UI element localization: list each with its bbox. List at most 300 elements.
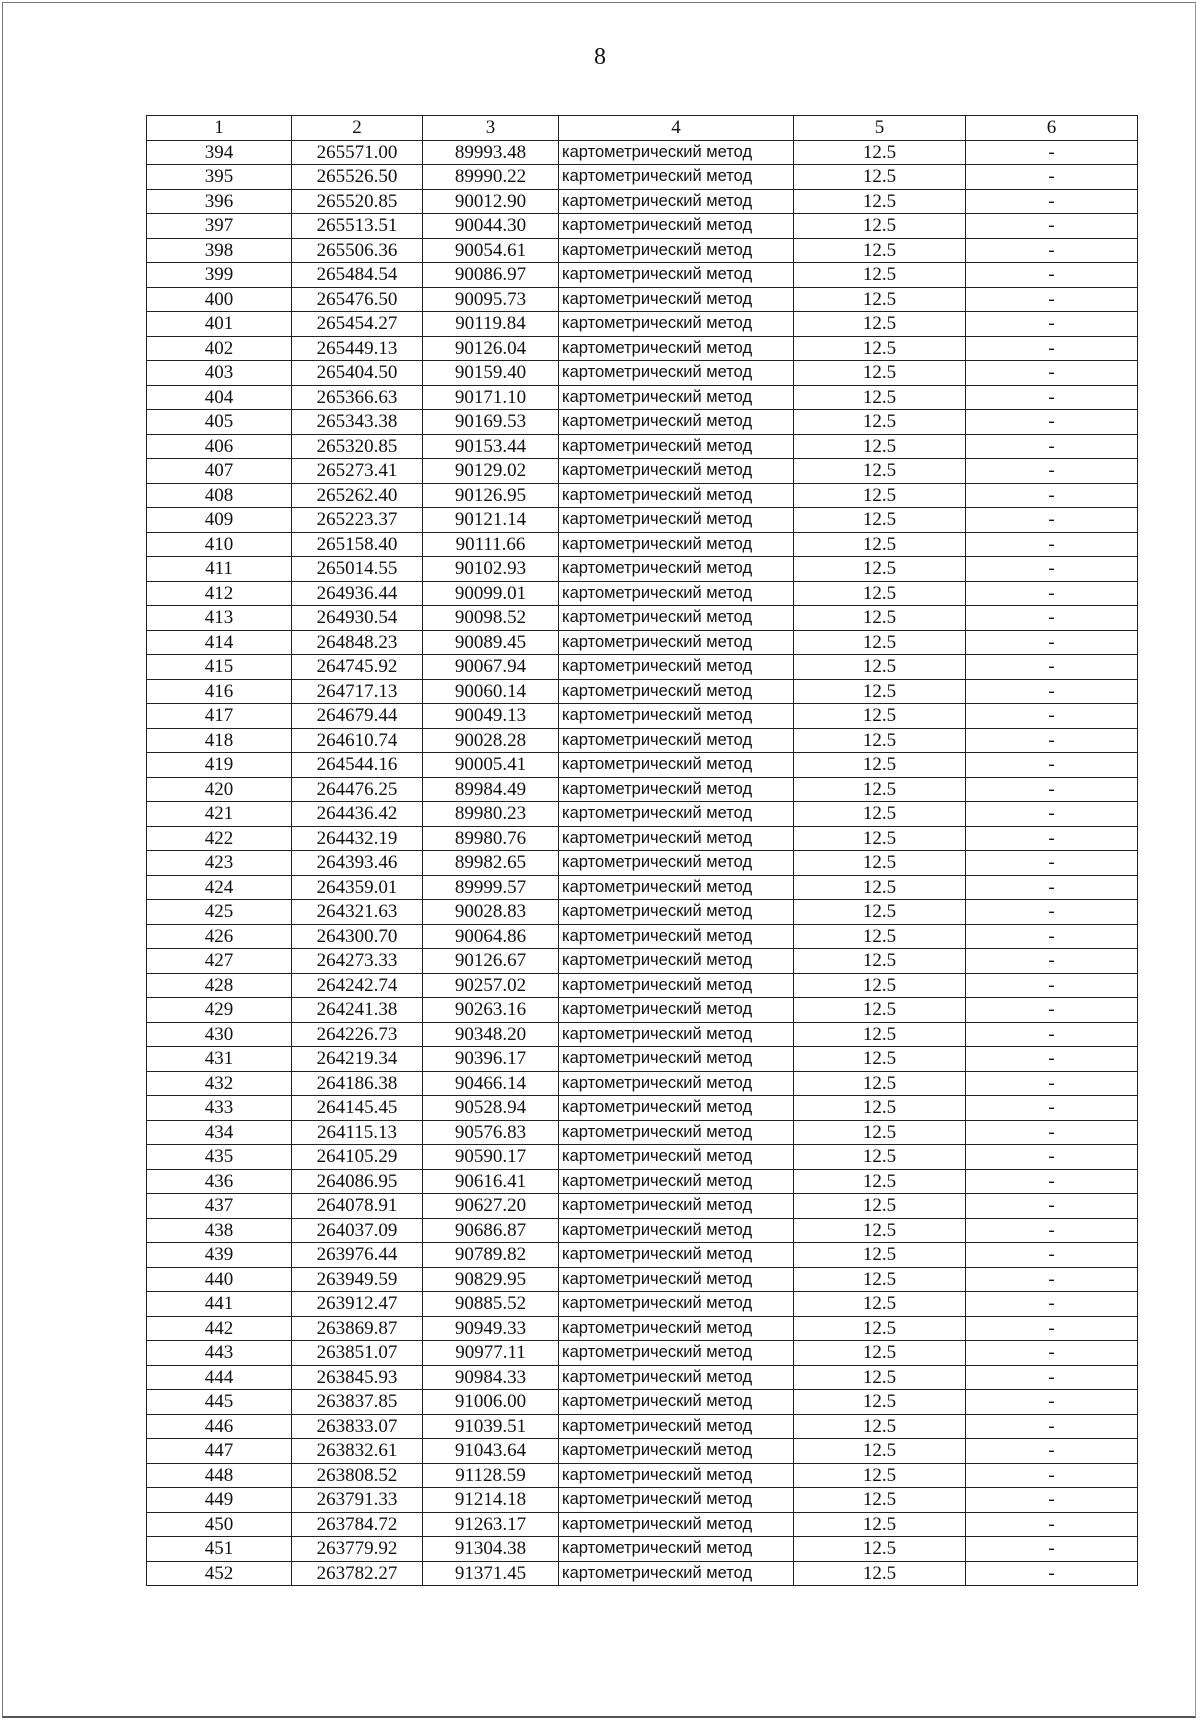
- table-row: [147, 1022, 1138, 1047]
- y-coordinate-cell: 91006.00: [423, 1390, 559, 1415]
- point-number-cell: 410: [147, 532, 292, 557]
- note-cell: -: [966, 1267, 1138, 1292]
- point-number-cell: 447: [147, 1439, 292, 1464]
- x-coordinate-cell: 264242.74: [292, 973, 423, 998]
- table-row: [147, 238, 1138, 263]
- note-cell: -: [966, 1390, 1138, 1415]
- accuracy-cell: 12.5: [794, 165, 966, 190]
- y-coordinate-cell: 90686.87: [423, 1218, 559, 1243]
- note-cell: -: [966, 704, 1138, 729]
- y-coordinate-cell: 90126.67: [423, 949, 559, 974]
- accuracy-cell: 12.5: [794, 532, 966, 557]
- point-number-cell: 419: [147, 753, 292, 778]
- x-coordinate-cell: 263782.27: [292, 1561, 423, 1586]
- accuracy-cell: 12.5: [794, 1439, 966, 1464]
- table-row: [147, 728, 1138, 753]
- table-row: [147, 1414, 1138, 1439]
- y-coordinate-cell: 89984.49: [423, 777, 559, 802]
- table-row: [147, 704, 1138, 729]
- x-coordinate-cell: 264745.92: [292, 655, 423, 680]
- table-row: [147, 900, 1138, 925]
- table-row: [147, 361, 1138, 386]
- table-row: [147, 1463, 1138, 1488]
- point-number-cell: 442: [147, 1316, 292, 1341]
- method-cell: картометрический метод: [559, 924, 794, 949]
- method-cell: картометрический метод: [559, 459, 794, 484]
- accuracy-cell: 12.5: [794, 630, 966, 655]
- table-row: [147, 1047, 1138, 1072]
- method-cell: картометрический метод: [559, 165, 794, 190]
- table-row: [147, 1341, 1138, 1366]
- accuracy-cell: 12.5: [794, 1316, 966, 1341]
- table-row: [147, 1243, 1138, 1268]
- note-cell: -: [966, 336, 1138, 361]
- method-cell: картометрический метод: [559, 949, 794, 974]
- accuracy-cell: 12.5: [794, 1169, 966, 1194]
- point-number-cell: 444: [147, 1365, 292, 1390]
- accuracy-cell: 12.5: [794, 900, 966, 925]
- x-coordinate-cell: 263869.87: [292, 1316, 423, 1341]
- y-coordinate-cell: 89982.65: [423, 851, 559, 876]
- point-number-cell: 434: [147, 1120, 292, 1145]
- note-cell: -: [966, 263, 1138, 288]
- x-coordinate-cell: 263976.44: [292, 1243, 423, 1268]
- table-row: [147, 532, 1138, 557]
- x-coordinate-cell: 263784.72: [292, 1512, 423, 1537]
- point-number-cell: 409: [147, 508, 292, 533]
- accuracy-cell: 12.5: [794, 1047, 966, 1072]
- y-coordinate-cell: 90099.01: [423, 581, 559, 606]
- table-row: [147, 336, 1138, 361]
- x-coordinate-cell: 264610.74: [292, 728, 423, 753]
- method-cell: картометрический метод: [559, 1365, 794, 1390]
- table-row: [147, 1439, 1138, 1464]
- note-cell: -: [966, 1218, 1138, 1243]
- note-cell: -: [966, 483, 1138, 508]
- y-coordinate-cell: 90089.45: [423, 630, 559, 655]
- method-cell: картометрический метод: [559, 1169, 794, 1194]
- note-cell: -: [966, 165, 1138, 190]
- y-coordinate-cell: 90095.73: [423, 287, 559, 312]
- x-coordinate-cell: 264930.54: [292, 606, 423, 631]
- x-coordinate-cell: 263833.07: [292, 1414, 423, 1439]
- point-number-cell: 399: [147, 263, 292, 288]
- accuracy-cell: 12.5: [794, 1537, 966, 1562]
- y-coordinate-cell: 90169.53: [423, 410, 559, 435]
- table-row: [147, 753, 1138, 778]
- note-cell: -: [966, 900, 1138, 925]
- accuracy-cell: 12.5: [794, 606, 966, 631]
- header-cell-2: 2: [292, 116, 423, 141]
- method-cell: картометрический метод: [559, 1022, 794, 1047]
- x-coordinate-cell: 264226.73: [292, 1022, 423, 1047]
- note-cell: -: [966, 1022, 1138, 1047]
- x-coordinate-cell: 265571.00: [292, 140, 423, 165]
- table-row: [147, 263, 1138, 288]
- accuracy-cell: 12.5: [794, 1267, 966, 1292]
- header-cell-6: 6: [966, 116, 1138, 141]
- x-coordinate-cell: 264848.23: [292, 630, 423, 655]
- note-cell: -: [966, 1341, 1138, 1366]
- accuracy-cell: 12.5: [794, 1561, 966, 1586]
- method-cell: картометрический метод: [559, 1194, 794, 1219]
- method-cell: картометрический метод: [559, 557, 794, 582]
- method-cell: картометрический метод: [559, 140, 794, 165]
- x-coordinate-cell: 265366.63: [292, 385, 423, 410]
- note-cell: -: [966, 1169, 1138, 1194]
- accuracy-cell: 12.5: [794, 287, 966, 312]
- x-coordinate-cell: 264186.38: [292, 1071, 423, 1096]
- x-coordinate-cell: 264679.44: [292, 704, 423, 729]
- table-row: [147, 508, 1138, 533]
- method-cell: картометрический метод: [559, 189, 794, 214]
- table-row: [147, 1218, 1138, 1243]
- table-row: [147, 385, 1138, 410]
- x-coordinate-cell: 265506.36: [292, 238, 423, 263]
- y-coordinate-cell: 90159.40: [423, 361, 559, 386]
- point-number-cell: 441: [147, 1292, 292, 1317]
- y-coordinate-cell: 89980.23: [423, 802, 559, 827]
- method-cell: картометрический метод: [559, 214, 794, 239]
- note-cell: -: [966, 630, 1138, 655]
- y-coordinate-cell: 90126.04: [423, 336, 559, 361]
- x-coordinate-cell: 265449.13: [292, 336, 423, 361]
- table-row: [147, 1390, 1138, 1415]
- point-number-cell: 405: [147, 410, 292, 435]
- table-row: [147, 1365, 1138, 1390]
- note-cell: -: [966, 1292, 1138, 1317]
- x-coordinate-cell: 263949.59: [292, 1267, 423, 1292]
- table-row: [147, 1561, 1138, 1586]
- accuracy-cell: 12.5: [794, 777, 966, 802]
- y-coordinate-cell: 90576.83: [423, 1120, 559, 1145]
- accuracy-cell: 12.5: [794, 1414, 966, 1439]
- accuracy-cell: 12.5: [794, 581, 966, 606]
- y-coordinate-cell: 90949.33: [423, 1316, 559, 1341]
- accuracy-cell: 12.5: [794, 214, 966, 239]
- method-cell: картометрический метод: [559, 728, 794, 753]
- y-coordinate-cell: 90396.17: [423, 1047, 559, 1072]
- y-coordinate-cell: 90616.41: [423, 1169, 559, 1194]
- accuracy-cell: 12.5: [794, 1145, 966, 1170]
- accuracy-cell: 12.5: [794, 1071, 966, 1096]
- x-coordinate-cell: 263791.33: [292, 1488, 423, 1513]
- x-coordinate-cell: 264936.44: [292, 581, 423, 606]
- point-number-cell: 394: [147, 140, 292, 165]
- method-cell: картометрический метод: [559, 1341, 794, 1366]
- x-coordinate-cell: 263837.85: [292, 1390, 423, 1415]
- point-number-cell: 433: [147, 1096, 292, 1121]
- accuracy-cell: 12.5: [794, 508, 966, 533]
- table-row: [147, 655, 1138, 680]
- note-cell: -: [966, 1194, 1138, 1219]
- point-number-cell: 420: [147, 777, 292, 802]
- point-number-cell: 411: [147, 557, 292, 582]
- y-coordinate-cell: 90086.97: [423, 263, 559, 288]
- y-coordinate-cell: 90977.11: [423, 1341, 559, 1366]
- y-coordinate-cell: 90102.93: [423, 557, 559, 582]
- y-coordinate-cell: 90012.90: [423, 189, 559, 214]
- note-cell: -: [966, 1145, 1138, 1170]
- accuracy-cell: 12.5: [794, 140, 966, 165]
- note-cell: -: [966, 1488, 1138, 1513]
- accuracy-cell: 12.5: [794, 973, 966, 998]
- x-coordinate-cell: 264219.34: [292, 1047, 423, 1072]
- note-cell: -: [966, 532, 1138, 557]
- method-cell: картометрический метод: [559, 900, 794, 925]
- page-number: 8: [594, 44, 606, 70]
- x-coordinate-cell: 264145.45: [292, 1096, 423, 1121]
- x-coordinate-cell: 264393.46: [292, 851, 423, 876]
- note-cell: -: [966, 802, 1138, 827]
- accuracy-cell: 12.5: [794, 1292, 966, 1317]
- x-coordinate-cell: 264717.13: [292, 679, 423, 704]
- accuracy-cell: 12.5: [794, 704, 966, 729]
- accuracy-cell: 12.5: [794, 655, 966, 680]
- x-coordinate-cell: 265476.50: [292, 287, 423, 312]
- note-cell: -: [966, 777, 1138, 802]
- method-cell: картометрический метод: [559, 263, 794, 288]
- accuracy-cell: 12.5: [794, 336, 966, 361]
- point-number-cell: 408: [147, 483, 292, 508]
- note-cell: -: [966, 1512, 1138, 1537]
- note-cell: -: [966, 1414, 1138, 1439]
- method-cell: картометрический метод: [559, 875, 794, 900]
- point-number-cell: 424: [147, 875, 292, 900]
- accuracy-cell: 12.5: [794, 557, 966, 582]
- note-cell: -: [966, 410, 1138, 435]
- accuracy-cell: 12.5: [794, 802, 966, 827]
- y-coordinate-cell: 90171.10: [423, 385, 559, 410]
- point-number-cell: 428: [147, 973, 292, 998]
- x-coordinate-cell: 264241.38: [292, 998, 423, 1023]
- x-coordinate-cell: 264300.70: [292, 924, 423, 949]
- y-coordinate-cell: 91263.17: [423, 1512, 559, 1537]
- method-cell: картометрический метод: [559, 532, 794, 557]
- note-cell: -: [966, 851, 1138, 876]
- table-row: [147, 1316, 1138, 1341]
- accuracy-cell: 12.5: [794, 1194, 966, 1219]
- table-row: [147, 410, 1138, 435]
- table-row: [147, 189, 1138, 214]
- table-row: [147, 1145, 1138, 1170]
- y-coordinate-cell: 90060.14: [423, 679, 559, 704]
- point-number-cell: 443: [147, 1341, 292, 1366]
- x-coordinate-cell: 264273.33: [292, 949, 423, 974]
- accuracy-cell: 12.5: [794, 1390, 966, 1415]
- method-cell: картометрический метод: [559, 704, 794, 729]
- method-cell: картометрический метод: [559, 826, 794, 851]
- point-number-cell: 396: [147, 189, 292, 214]
- point-number-cell: 426: [147, 924, 292, 949]
- y-coordinate-cell: 91043.64: [423, 1439, 559, 1464]
- method-cell: картометрический метод: [559, 1512, 794, 1537]
- accuracy-cell: 12.5: [794, 1096, 966, 1121]
- y-coordinate-cell: 90049.13: [423, 704, 559, 729]
- point-number-cell: 430: [147, 1022, 292, 1047]
- table-row: [147, 1292, 1138, 1317]
- method-cell: картометрический метод: [559, 1145, 794, 1170]
- note-cell: -: [966, 924, 1138, 949]
- y-coordinate-cell: 90590.17: [423, 1145, 559, 1170]
- point-number-cell: 445: [147, 1390, 292, 1415]
- table-row: [147, 165, 1138, 190]
- point-number-cell: 400: [147, 287, 292, 312]
- table-row: [147, 214, 1138, 239]
- header-cell-1: 1: [147, 116, 292, 141]
- y-coordinate-cell: 90028.83: [423, 900, 559, 925]
- table-row: [147, 949, 1138, 974]
- note-cell: -: [966, 1120, 1138, 1145]
- table-row: [147, 1267, 1138, 1292]
- method-cell: картометрический метод: [559, 1120, 794, 1145]
- x-coordinate-cell: 264037.09: [292, 1218, 423, 1243]
- table-row: [147, 998, 1138, 1023]
- table-row: [147, 777, 1138, 802]
- point-number-cell: 438: [147, 1218, 292, 1243]
- point-number-cell: 425: [147, 900, 292, 925]
- table-row: [147, 826, 1138, 851]
- x-coordinate-cell: 264321.63: [292, 900, 423, 925]
- point-number-cell: 449: [147, 1488, 292, 1513]
- note-cell: -: [966, 508, 1138, 533]
- method-cell: картометрический метод: [559, 336, 794, 361]
- point-number-cell: 415: [147, 655, 292, 680]
- point-number-cell: 431: [147, 1047, 292, 1072]
- x-coordinate-cell: 265273.41: [292, 459, 423, 484]
- accuracy-cell: 12.5: [794, 263, 966, 288]
- y-coordinate-cell: 90028.28: [423, 728, 559, 753]
- note-cell: -: [966, 1463, 1138, 1488]
- method-cell: картометрический метод: [559, 998, 794, 1023]
- accuracy-cell: 12.5: [794, 1341, 966, 1366]
- table-row: [147, 581, 1138, 606]
- y-coordinate-cell: 91039.51: [423, 1414, 559, 1439]
- method-cell: картометрический метод: [559, 361, 794, 386]
- x-coordinate-cell: 265526.50: [292, 165, 423, 190]
- accuracy-cell: 12.5: [794, 189, 966, 214]
- note-cell: -: [966, 606, 1138, 631]
- point-number-cell: 432: [147, 1071, 292, 1096]
- method-cell: картометрический метод: [559, 679, 794, 704]
- point-number-cell: 404: [147, 385, 292, 410]
- accuracy-cell: 12.5: [794, 459, 966, 484]
- method-cell: картометрический метод: [559, 385, 794, 410]
- point-number-cell: 439: [147, 1243, 292, 1268]
- method-cell: картометрический метод: [559, 1267, 794, 1292]
- method-cell: картометрический метод: [559, 1439, 794, 1464]
- table-row: [147, 630, 1138, 655]
- y-coordinate-cell: 90829.95: [423, 1267, 559, 1292]
- x-coordinate-cell: 264476.25: [292, 777, 423, 802]
- table-row: [147, 679, 1138, 704]
- accuracy-cell: 12.5: [794, 998, 966, 1023]
- note-cell: -: [966, 875, 1138, 900]
- y-coordinate-cell: 90044.30: [423, 214, 559, 239]
- accuracy-cell: 12.5: [794, 1218, 966, 1243]
- accuracy-cell: 12.5: [794, 1463, 966, 1488]
- point-number-cell: 413: [147, 606, 292, 631]
- table-body: [147, 116, 1138, 1586]
- method-cell: картометрический метод: [559, 1390, 794, 1415]
- point-number-cell: 397: [147, 214, 292, 239]
- x-coordinate-cell: 263808.52: [292, 1463, 423, 1488]
- x-coordinate-cell: 265320.85: [292, 434, 423, 459]
- point-number-cell: 427: [147, 949, 292, 974]
- x-coordinate-cell: 265343.38: [292, 410, 423, 435]
- y-coordinate-cell: 91214.18: [423, 1488, 559, 1513]
- x-coordinate-cell: 263912.47: [292, 1292, 423, 1317]
- note-cell: -: [966, 1047, 1138, 1072]
- y-coordinate-cell: 90129.02: [423, 459, 559, 484]
- accuracy-cell: 12.5: [794, 826, 966, 851]
- note-cell: -: [966, 1071, 1138, 1096]
- y-coordinate-cell: 90054.61: [423, 238, 559, 263]
- x-coordinate-cell: 263832.61: [292, 1439, 423, 1464]
- x-coordinate-cell: 265454.27: [292, 312, 423, 337]
- note-cell: -: [966, 1243, 1138, 1268]
- table-row: [147, 1537, 1138, 1562]
- x-coordinate-cell: 263779.92: [292, 1537, 423, 1562]
- method-cell: картометрический метод: [559, 1071, 794, 1096]
- table-row: [147, 140, 1138, 165]
- y-coordinate-cell: 90098.52: [423, 606, 559, 631]
- accuracy-cell: 12.5: [794, 875, 966, 900]
- accuracy-cell: 12.5: [794, 1120, 966, 1145]
- table-row: [147, 851, 1138, 876]
- method-cell: картометрический метод: [559, 581, 794, 606]
- table-row: [147, 557, 1138, 582]
- y-coordinate-cell: 90064.86: [423, 924, 559, 949]
- point-number-cell: 412: [147, 581, 292, 606]
- table-row: [147, 1169, 1138, 1194]
- note-cell: -: [966, 753, 1138, 778]
- accuracy-cell: 12.5: [794, 238, 966, 263]
- point-number-cell: 436: [147, 1169, 292, 1194]
- point-number-cell: 451: [147, 1537, 292, 1562]
- method-cell: картометрический метод: [559, 312, 794, 337]
- y-coordinate-cell: 91128.59: [423, 1463, 559, 1488]
- x-coordinate-cell: 265520.85: [292, 189, 423, 214]
- table-row: [147, 434, 1138, 459]
- table-row: [147, 924, 1138, 949]
- y-coordinate-cell: 90984.33: [423, 1365, 559, 1390]
- accuracy-cell: 12.5: [794, 483, 966, 508]
- method-cell: картометрический метод: [559, 655, 794, 680]
- point-number-cell: 401: [147, 312, 292, 337]
- method-cell: картометрический метод: [559, 1243, 794, 1268]
- accuracy-cell: 12.5: [794, 949, 966, 974]
- note-cell: -: [966, 238, 1138, 263]
- y-coordinate-cell: 90263.16: [423, 998, 559, 1023]
- header-cell-4: 4: [559, 116, 794, 141]
- table-row: [147, 875, 1138, 900]
- note-cell: -: [966, 1365, 1138, 1390]
- accuracy-cell: 12.5: [794, 1512, 966, 1537]
- y-coordinate-cell: 90627.20: [423, 1194, 559, 1219]
- table-row: [147, 973, 1138, 998]
- table-row: [147, 802, 1138, 827]
- accuracy-cell: 12.5: [794, 679, 966, 704]
- accuracy-cell: 12.5: [794, 1365, 966, 1390]
- point-number-cell: 450: [147, 1512, 292, 1537]
- point-number-cell: 422: [147, 826, 292, 851]
- x-coordinate-cell: 264544.16: [292, 753, 423, 778]
- accuracy-cell: 12.5: [794, 410, 966, 435]
- x-coordinate-cell: 265262.40: [292, 483, 423, 508]
- table-row: [147, 483, 1138, 508]
- table-row: [147, 312, 1138, 337]
